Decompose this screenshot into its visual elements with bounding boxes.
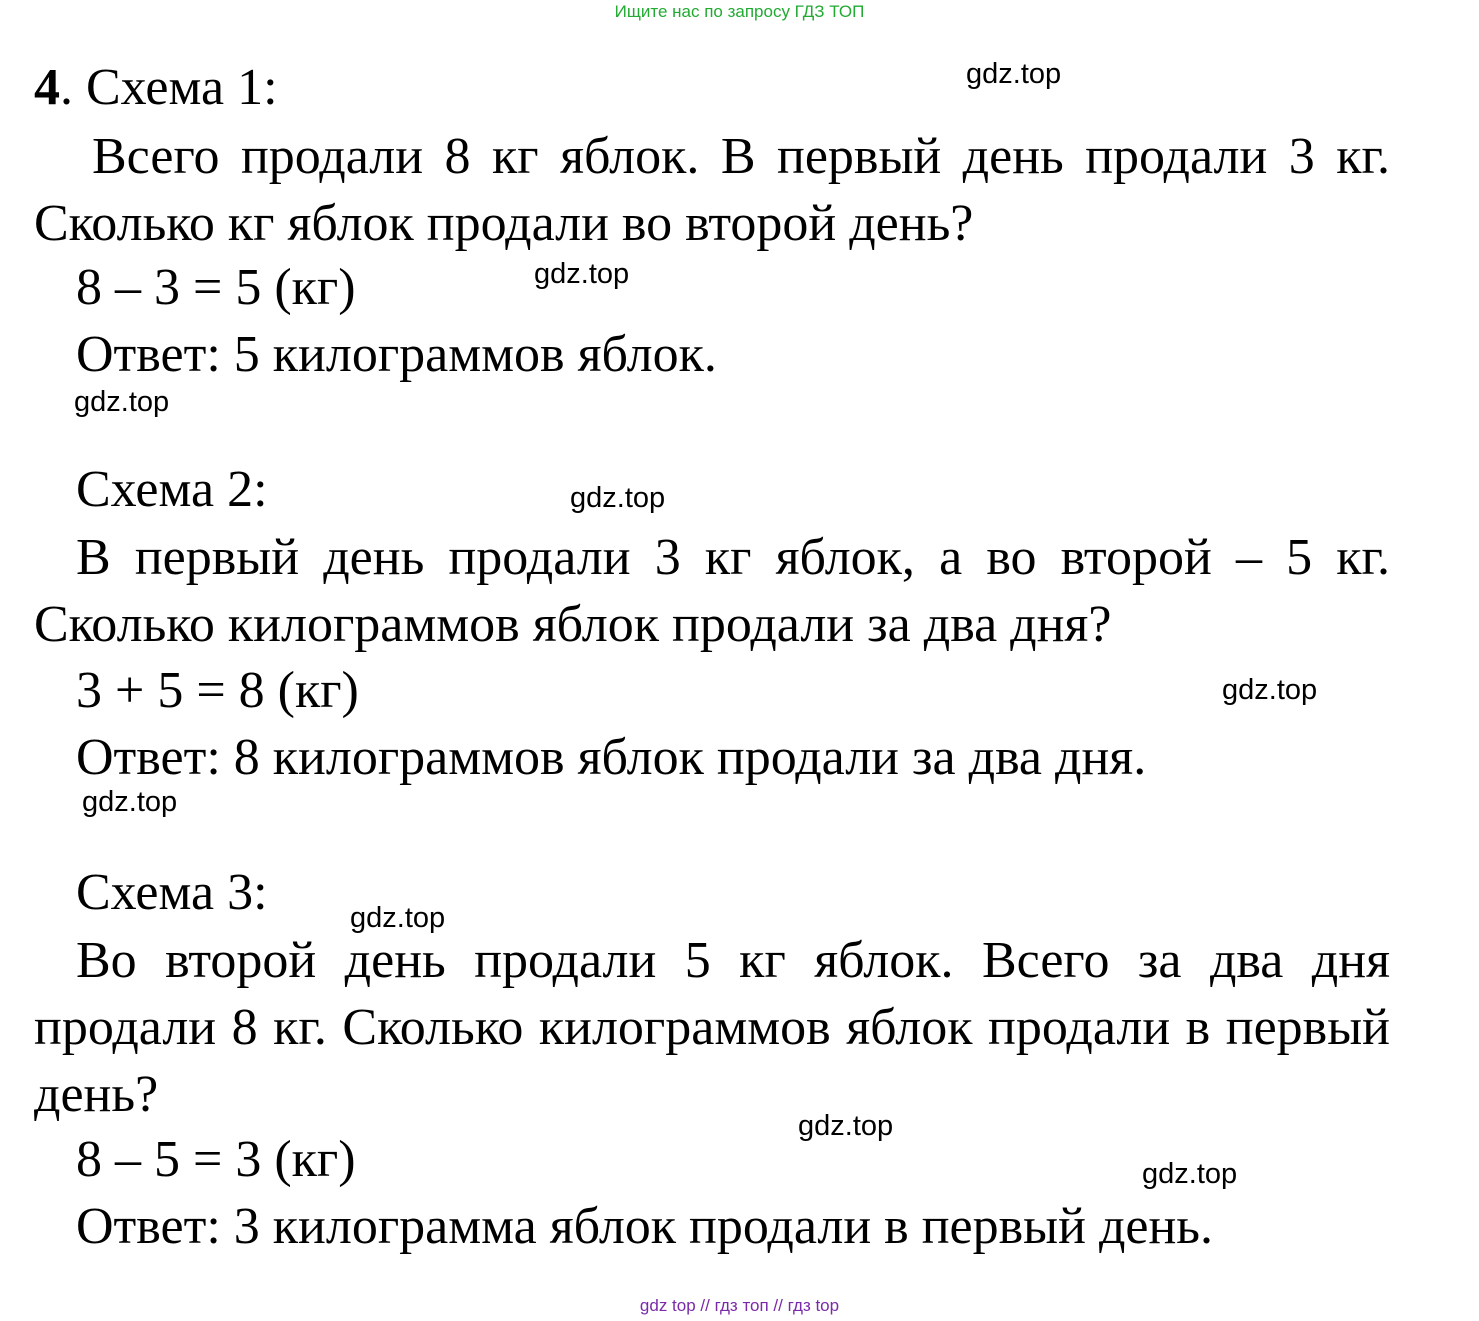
watermark: gdz.top (534, 258, 630, 290)
watermark: gdz.top (966, 58, 1062, 90)
task-number: 4 (34, 59, 60, 116)
top-banner: Ищите нас по запросу ГДЗ ТОП (614, 2, 865, 21)
scheme-2-problem: В первый день продали 3 кг яблок, а во второй – 5 кг. Сколько килограммов яблок продали за два дня? (34, 529, 1390, 653)
watermark: gdz.top (82, 786, 178, 818)
watermark: gdz.top (1142, 1158, 1238, 1190)
watermark: gdz.top (1222, 674, 1318, 706)
scheme-2-equation: 3 + 5 = 8 (кг) (76, 662, 359, 719)
scheme-1-equation: 8 – 3 = 5 (кг) (76, 259, 356, 316)
bottom-banner: gdz top // гдз топ // гдз top (639, 1296, 840, 1315)
watermark: gdz.top (570, 482, 666, 514)
scheme-1-title: . Схема 1: (60, 59, 278, 116)
watermark: gdz.top (74, 386, 170, 418)
scheme-3-answer: Ответ: 3 килограмма яблок продали в первый день. (76, 1198, 1214, 1255)
scheme-1-problem: Всего продали 8 кг яблок. В первый день продали 3 кг. Сколько кг яблок продали во второй день? (34, 128, 1390, 252)
scheme-3-equation: 8 – 5 = 3 (кг) (76, 1131, 356, 1188)
scheme-3-problem: Во второй день продали 5 кг яблок. Всего за два дня продали 8 кг. Сколько килограммов яблок продали в первый день? (34, 932, 1390, 1123)
scheme-1-answer: Ответ: 5 килограммов яблок. (76, 326, 717, 383)
scheme-2-title: Схема 2: (76, 461, 268, 518)
scheme-1-heading (34, 58, 278, 118)
watermark: gdz.top (798, 1110, 894, 1142)
scheme-3-title: Схема 3: (76, 864, 268, 921)
scheme-2-answer: Ответ: 8 килограммов яблок продали за два дня. (76, 729, 1147, 786)
watermark: gdz.top (350, 902, 446, 934)
